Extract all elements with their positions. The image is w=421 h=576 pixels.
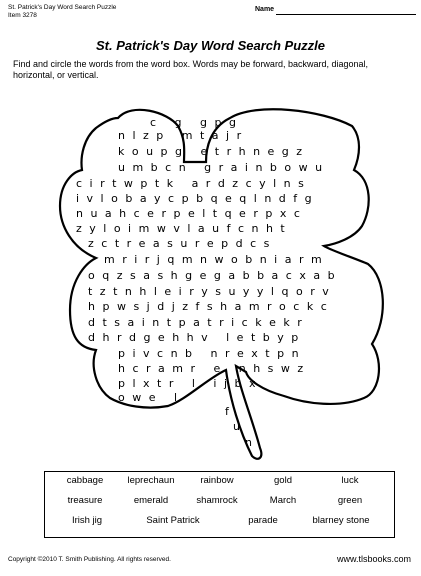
word-box-row <box>45 495 394 515</box>
word-item: gold <box>274 475 292 486</box>
grid-row: i v l o b a y c p b q e q l n d f g <box>76 192 314 205</box>
website-link[interactable]: www.tlsbooks.com <box>336 554 411 564</box>
grid-row: m r i r j q m n w o b n i a r m <box>104 253 324 266</box>
grid-row: h c r a m r e n h s w z <box>118 362 306 375</box>
instructions: Find and circle the words from the word box. Words may be forward, backward, diagonal, horizontal, or vertical. <box>13 59 368 80</box>
grid-row: h p w s j d j z f s h a m r o c k c <box>88 300 329 313</box>
grid-row: k o u p g e t r h n e g z <box>118 145 305 158</box>
name-label: Name <box>255 6 275 13</box>
word-item: leprechaun <box>127 475 175 486</box>
word-item: Irish jig <box>71 515 103 526</box>
word-box <box>44 471 395 538</box>
word-item: cabbage <box>66 475 104 486</box>
word-box-row <box>45 515 394 535</box>
document-title-small: St. Patrick's Day Word Search Puzzle <box>8 4 117 11</box>
grid-row: o q z s a s h g e g a b b a c x a b <box>88 269 337 282</box>
grid-row: n l z p m t a j r <box>118 129 244 142</box>
grid-row: n u a h c e r p e l t q e r p x c <box>76 207 302 220</box>
grid-row: z y l o i m w v l a u f c n h t <box>76 222 287 235</box>
grid-row: p l x t r l i j b x <box>118 377 258 390</box>
page-title: St. Patrick's Day Word Search Puzzle <box>96 38 325 53</box>
word-item: Saint Patrick <box>146 515 200 526</box>
grid-row: u m b c n g r a i n b o w u <box>118 161 325 174</box>
grid-row: t z t n h l e i r y s u y y l q o r v <box>88 285 331 298</box>
item-number: Item 3278 <box>8 12 37 19</box>
word-item: blarney stone <box>312 515 370 526</box>
copyright: Copyright ©2010 T. Smith Publishing. All rights reserved. <box>8 556 171 563</box>
word-item: treasure <box>67 495 103 506</box>
word-item: green <box>337 495 363 506</box>
grid-row: d t s a i n t p a t r i c k e k r <box>88 316 304 329</box>
grid-row: d h r d g e h h v l e t b y p <box>88 331 301 344</box>
grid-row: c g g p g <box>150 116 238 129</box>
grid-row: n <box>245 436 252 449</box>
grid-row: z c t r e a s u r e p d c s <box>88 237 272 250</box>
grid-row: u <box>233 420 240 433</box>
word-item: parade <box>248 515 278 526</box>
grid-row: p i v c n b n r e x t p n <box>118 347 301 360</box>
grid-row: f <box>225 405 229 418</box>
word-item: rainbow <box>200 475 234 486</box>
grid-row: c i r t w p t k a r d z c y l n s <box>76 177 306 190</box>
word-item: shamrock <box>196 495 238 506</box>
grid-row: o w e l <box>118 391 180 404</box>
word-item: luck <box>341 475 359 486</box>
word-box-row <box>45 475 394 495</box>
word-item: March <box>269 495 297 506</box>
word-item: emerald <box>133 495 169 506</box>
